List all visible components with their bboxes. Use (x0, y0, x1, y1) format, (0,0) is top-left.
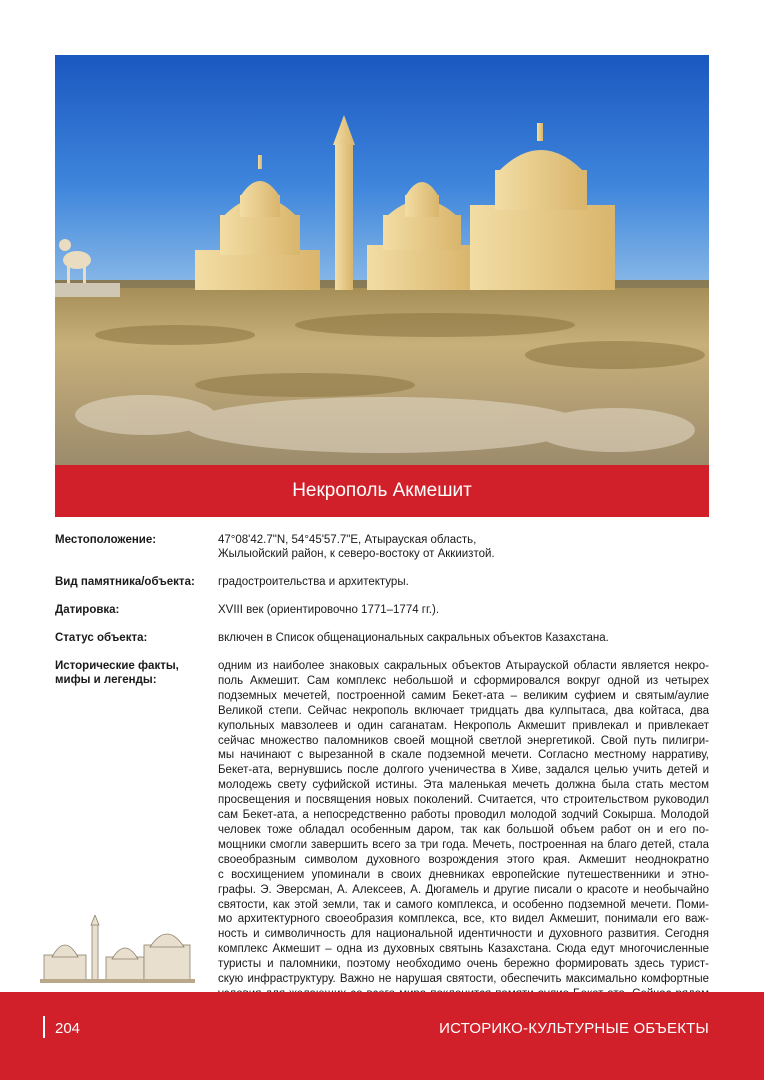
section-title: ИСТОРИКО-КУЛЬТУРНЫЕ ОБЪЕКТЫ (439, 1020, 709, 1037)
location-value (218, 533, 709, 561)
history-line: купольных мавзолеев и один саганатам. Некрополь Акмешит привлекал и привлекает (218, 719, 709, 732)
history-line: графы. Э. Эверсман, А. Алексеев, А. Дюгамель и другие писали о красоте и необычайно (218, 883, 709, 896)
history-line: одним из наиболее знаковых сакральных объектов Атырауской области является некро- (218, 660, 709, 672)
type-value: градостроительства и архитектуры. (218, 576, 409, 588)
history-line: Великой степи. Сейчас некрополь включает тридцать два кулпытаса, два койтаса, два (218, 704, 709, 717)
history-line: с восхищением упоминали в своих дневниках европейские путешественники и этно- (218, 868, 709, 881)
history-line: своеобразным символом духовного возрождения этого края. Акмешит неоднократно (218, 853, 709, 866)
history-line: сейчас множество паломников своей мощной светлой энергетикой. Свой путь пилигри- (218, 734, 709, 747)
history-line: мощники смогли завершить всего за три года. Мечеть, построенная на благо детей, стала (218, 838, 709, 851)
history-line: поль Акмешит. Сам комплекс небольшой и сформировался вокруг одной из четырех (218, 674, 709, 687)
footer-divider (43, 1016, 45, 1038)
history-line: подземных мечетей, построенной самим Бекет-ата – великим суфием и святым/аулие (218, 689, 709, 702)
title-bar (55, 465, 709, 517)
history-line: ность и символичность для национальной идентичности и духовного развития. Сегодня (218, 928, 709, 941)
hero-photo (55, 55, 709, 465)
history-line: мо архитектурного своеобразия комплекса, все, кто видел Акмешит, понимали его важ- (218, 913, 709, 926)
history-line: Бекет-ата, вернувшись после долгого ученичества в Хиве, задался целью учить детей и (218, 764, 709, 777)
type-label: Вид памятника/объекта: (55, 576, 195, 588)
location-label: Местоположение: (55, 534, 157, 546)
dating-label: Датировка: (55, 604, 120, 616)
history-line: молодежь свету суфийской истины. Эта маленькая мечеть должна была стать местом (218, 779, 709, 792)
history-line: человек тоже обладал особенным даром, так как большой объем работ он и его по- (218, 823, 709, 836)
history-text (218, 659, 709, 1017)
footer (0, 992, 764, 1080)
history-label-line: Исторические факты, (55, 660, 179, 672)
page-number: 204 (55, 1020, 81, 1037)
history-label-line: мифы и легенды: (55, 674, 157, 686)
history-line: туристы и паломники, поэтому необходимо очень бережно формировать здесь турист- (218, 958, 709, 971)
history-line: мы начинают с вырезанной в скале подземной мечети. Согласно местному нарративу, (218, 749, 709, 762)
history-label (55, 659, 215, 687)
location-value-line: Жылыойский район, к северо-востоку от Аккиизтой. (218, 548, 495, 560)
status-label: Статус объекта: (55, 632, 148, 644)
history-line: просвещения и посвящения новых поколений. Считается, что строительством руководил (218, 794, 709, 807)
dating-value: XVIII век (ориентировочно 1771–1774 гг.). (218, 604, 440, 616)
history-line: сам Бекет-ата, а непосредственно работы проводил молодой зодчий Сокырша. Молодой (218, 809, 709, 822)
status-value: включен в Список общенациональных сакральных объектов Казахстана. (218, 632, 609, 644)
history-line: святости, как этой земли, так и самого комплекса, и особенно подземной мечети. Поми- (218, 898, 709, 911)
history-line: комплекс Акмешит – одна из духовных святынь Казахстана. Сюда едут многочисленные (218, 943, 709, 956)
page-title: Некрополь Акмешит (292, 480, 472, 501)
location-value-line: 47°08'42.7"N, 54°45'57.7"E, Атырауская область, (218, 534, 477, 546)
architecture-sketch (40, 915, 195, 985)
history-line: скую инфраструктуру. Важно не нарушая святости, обеспечить максимально комфортные (218, 973, 709, 986)
